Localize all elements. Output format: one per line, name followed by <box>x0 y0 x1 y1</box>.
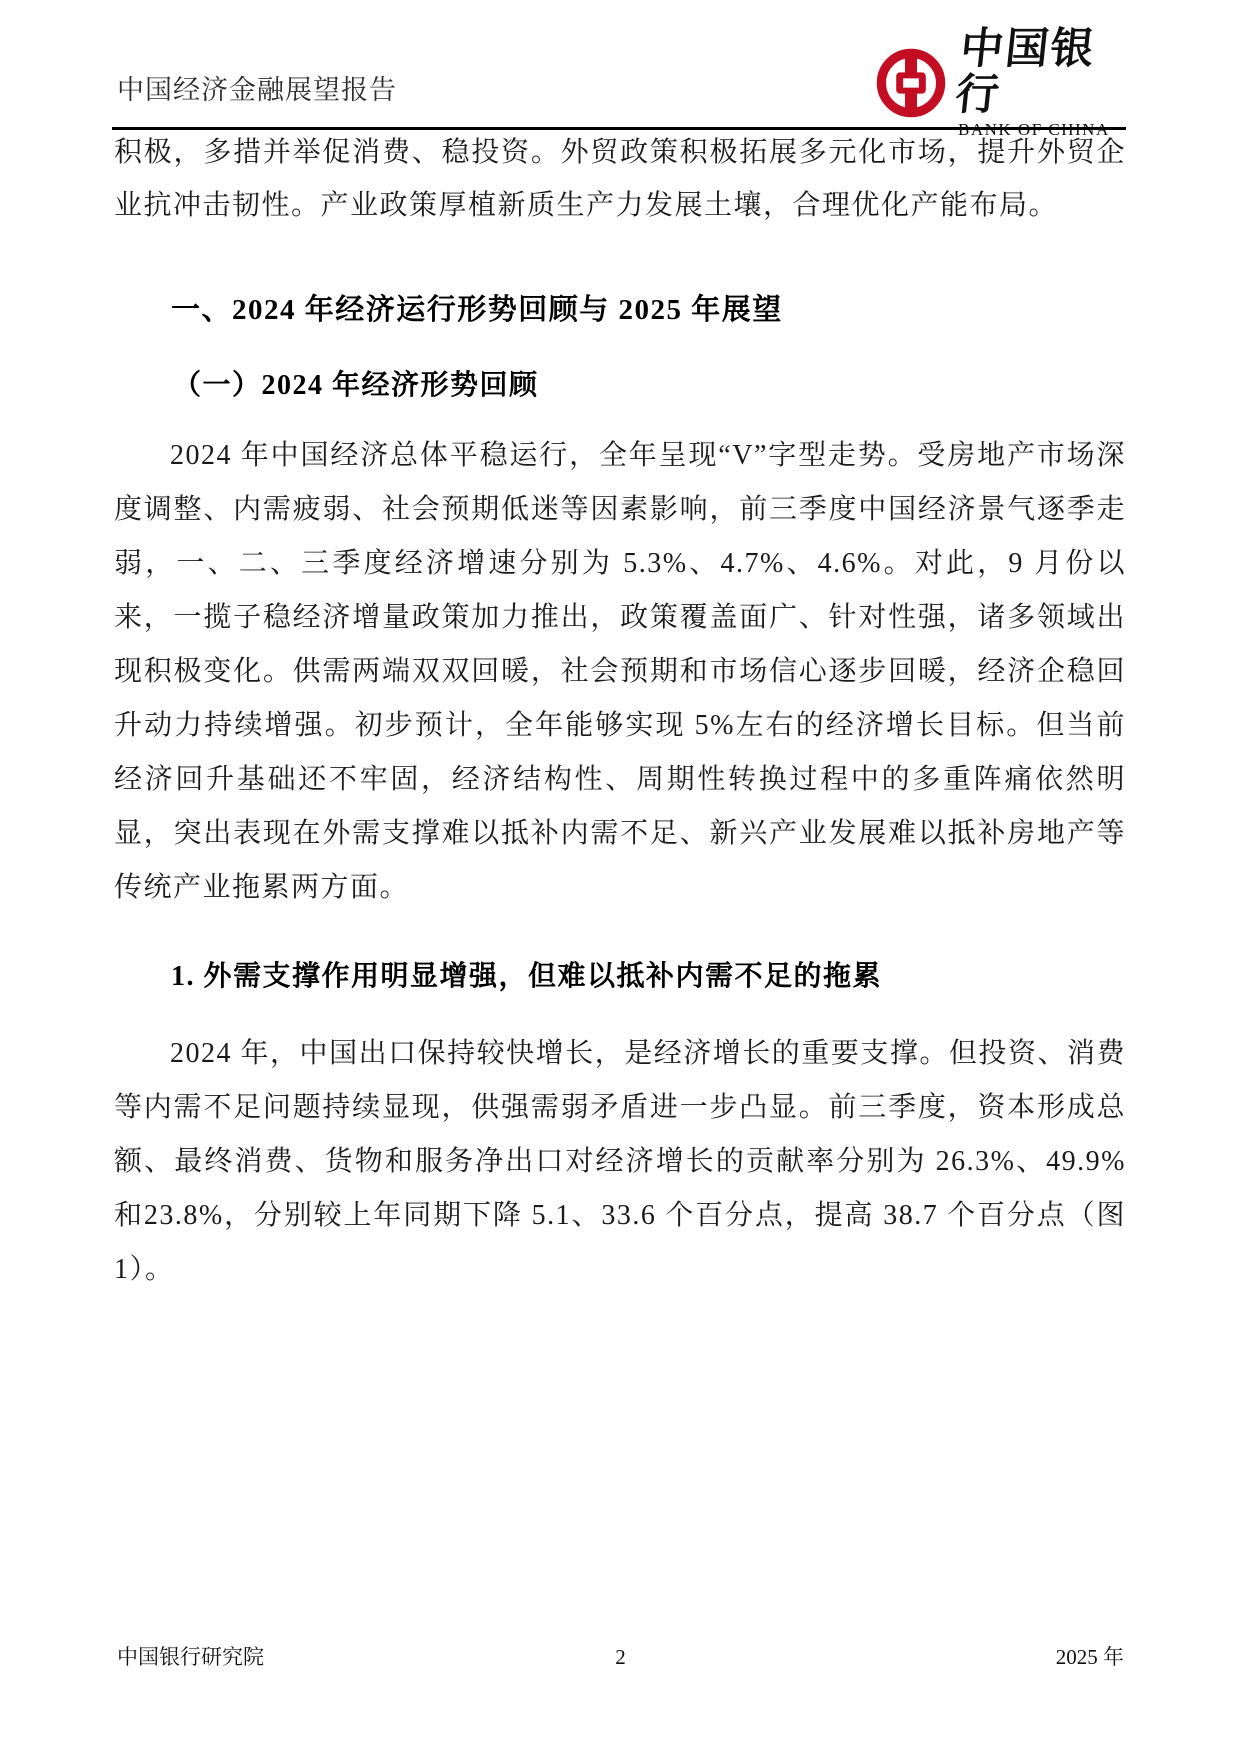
footer-year: 2025 年 <box>1055 1645 1124 1669</box>
subsection-heading-2024-economic-review: （一）2024 年经济形势回顾 <box>173 370 539 401</box>
logo-text-block <box>953 25 1126 140</box>
subsubsection-heading-external-demand: 1. 外需支撑作用明显增强，但难以抵补内需不足的拖累 <box>171 961 883 992</box>
section-heading-2024-review-2025-outlook: 一、2024 年经济运行形势回顾与 2025 年展望 <box>171 294 783 326</box>
page-footer <box>117 1643 1124 1673</box>
footer-page-number: 2 <box>615 1645 626 1669</box>
paragraph-policy-continuation: 积极，多措并举促消费、稳投资。外贸政策积极拓展多元化市场，提升外贸企业抗冲击韧性。产业政策厚植新质生产力发展土壤，合理优化产能布局。 <box>114 137 1126 221</box>
boc-emblem-icon <box>874 46 948 120</box>
report-title: 中国经济金融展望报告 <box>117 75 397 105</box>
bank-name-chinese: 中国银行 <box>953 25 1098 119</box>
paragraph-economic-review: 2024 年中国经济总体平稳运行，全年呈现“V”字型走势。受房地产市场深度调整、内需疲弱、社会预期低迷等因素影响，前三季度中国经济景气逐季走弱，一、二、三季度经济增速分别为 5.3%、4.7%、4.6%。对此，9 月份以来，一揽子稳经济增量政策加力推出，政策覆盖面广、针对性强，诸多领域出现积极变化。供需两端双双回暖，社会预期和市场信心逐步回暖，经济企稳回升动力持续增强。初步预计，全年能够实现 5%左右的经济增长目标。但当前经济回升基础还不牢固，经济结构性、周期性转换过程中的多重阵痛依然明显，突出表现在外需支撑难以抵补内需不足、新兴产业发展难以抵补房地产等传统产业拖累两方面。 <box>114 440 1126 903</box>
paragraph-external-demand-detail: 2024 年，中国出口保持较快增长，是经济增长的重要支撑。但投资、消费等内需不足问题持续显现，供强需弱矛盾进一步凸显。前三季度，资本形成总额、最终消费、货物和服务净出口对经济增长的贡献率分别为 26.3%、49.9%和23.8%，分别较上年同期下降 5.1、33.6 个百分点，提高 38.7 个百分点（图 1）。 <box>114 1038 1126 1285</box>
footer-institution: 中国银行研究院 <box>117 1645 264 1669</box>
bank-of-china-logo <box>874 25 1126 122</box>
